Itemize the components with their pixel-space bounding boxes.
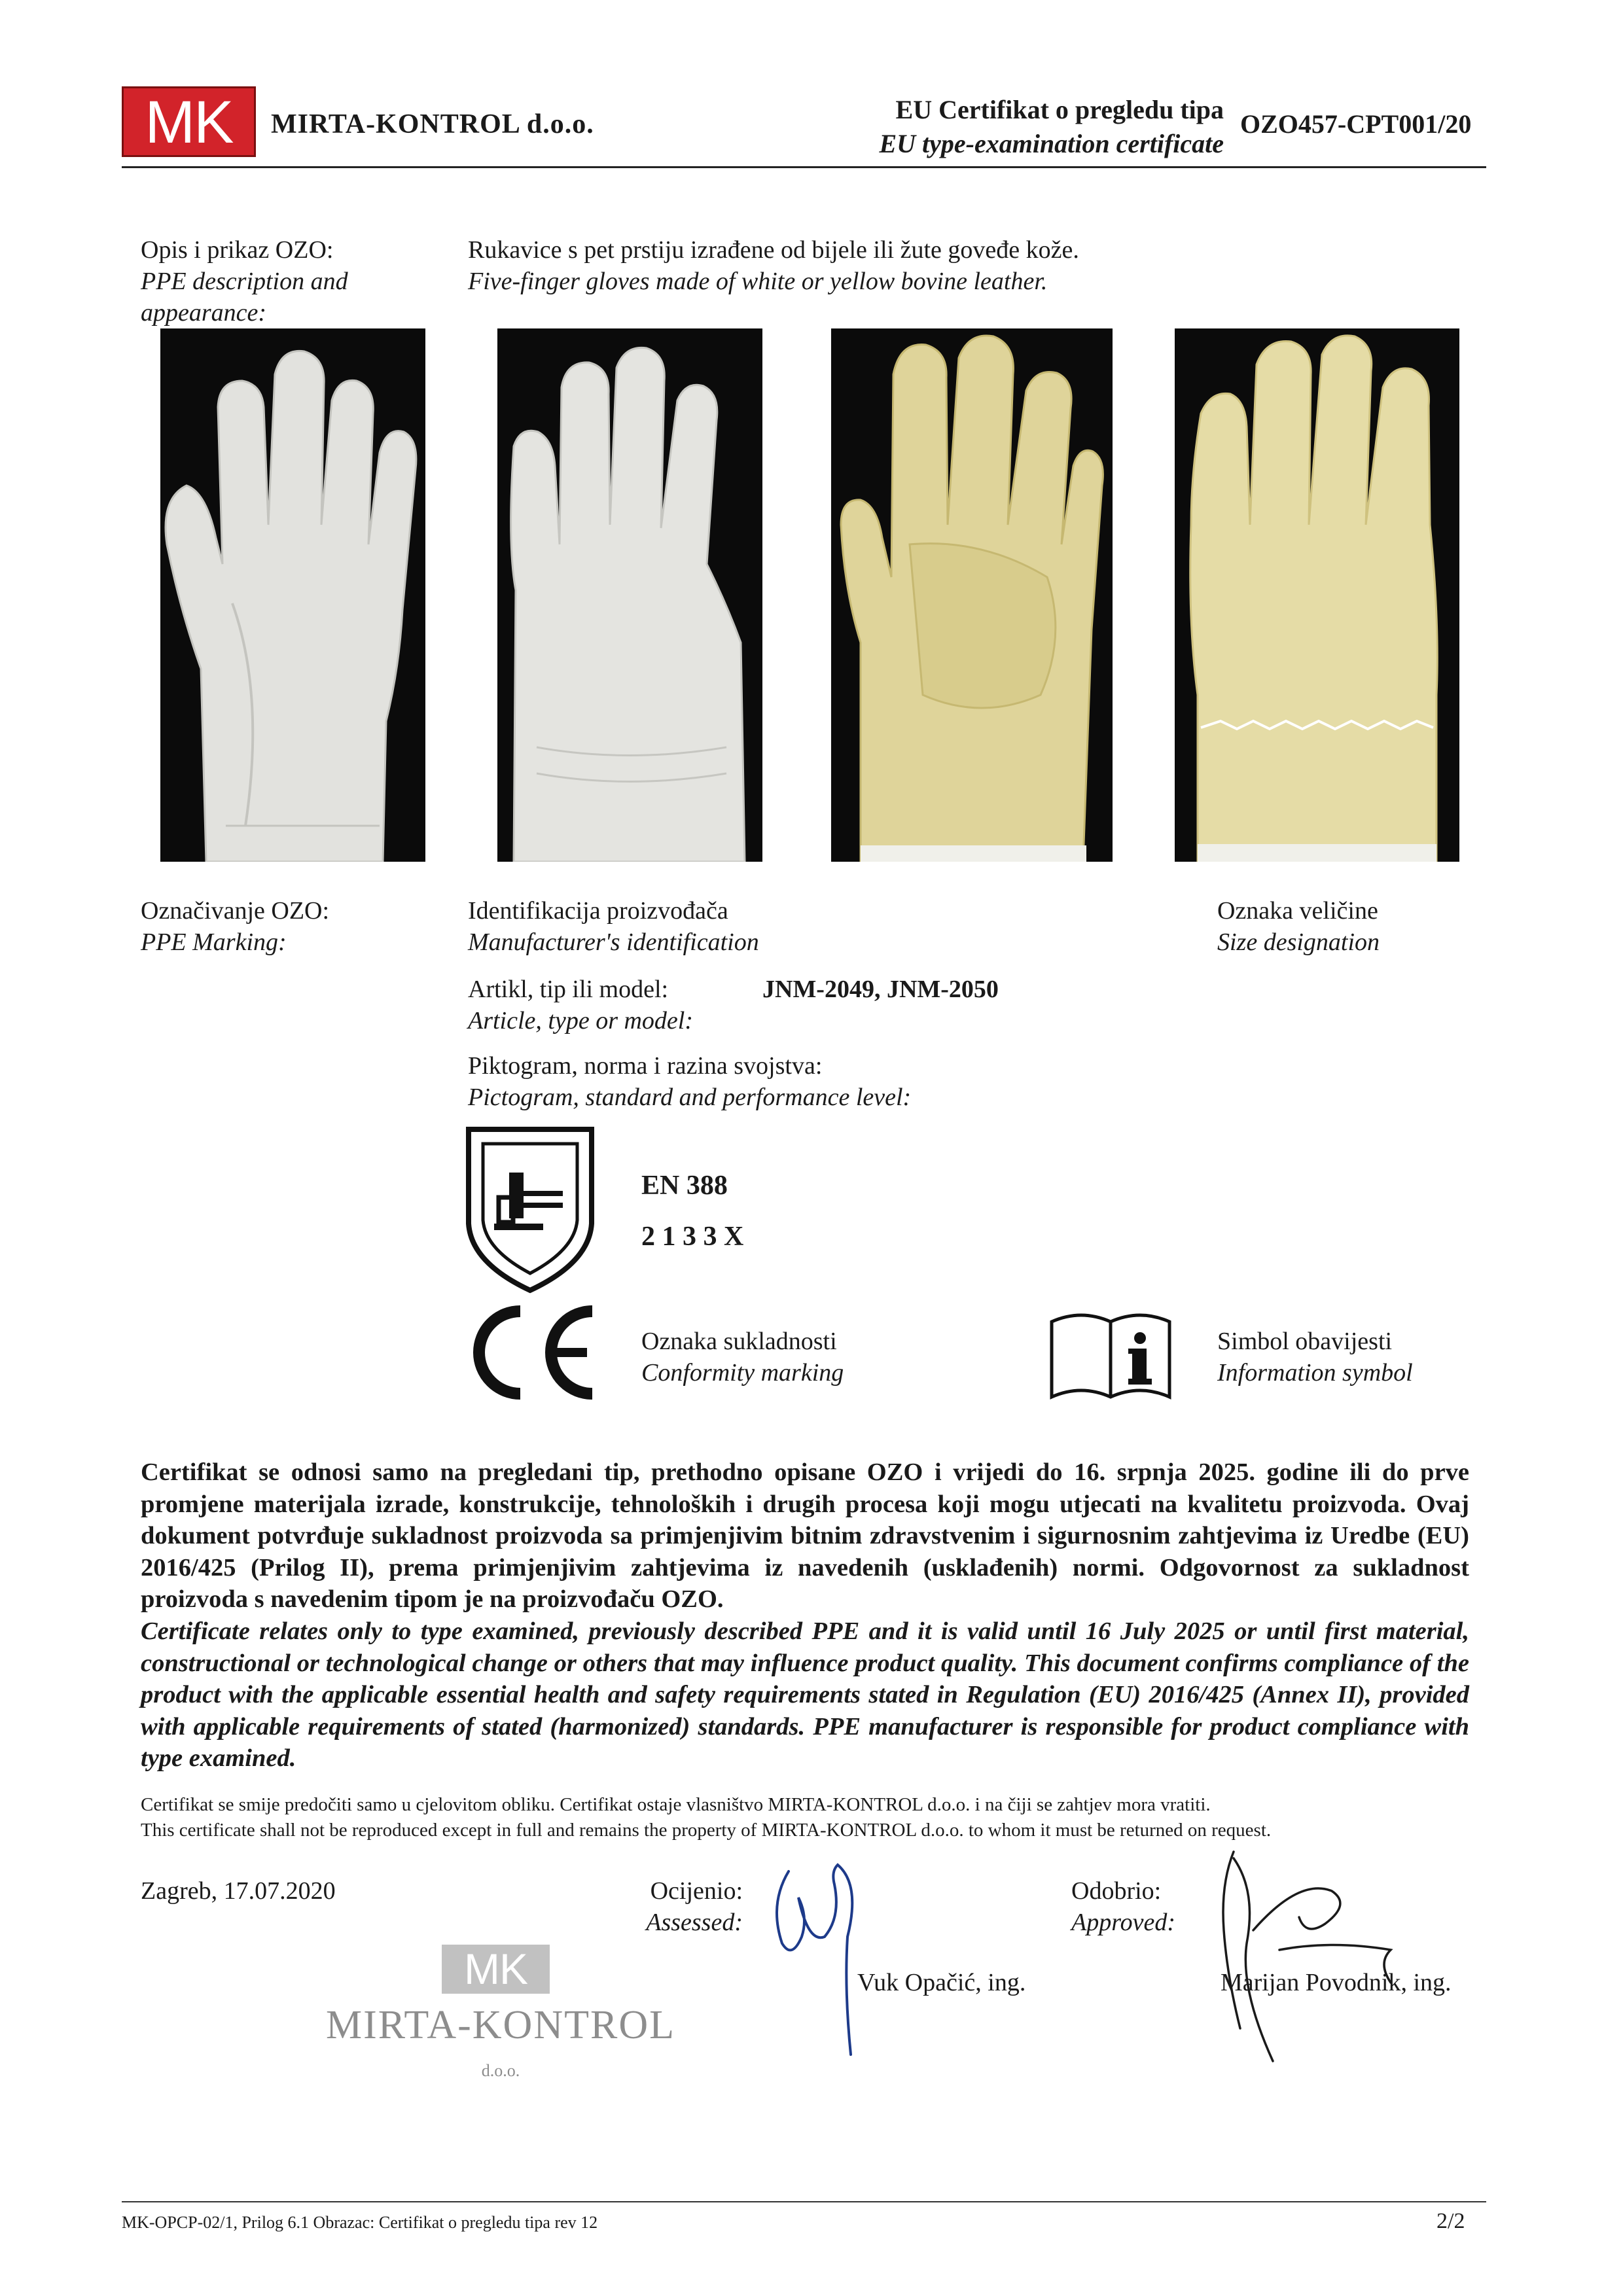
header-divider [122,166,1486,168]
pictogram-label [468,1050,911,1113]
marking-label [141,895,329,958]
page-number: 2/2 [1436,2209,1465,2233]
ce-mark-icon [461,1303,602,1402]
approver-name: Marijan Povodnik, ing. [1221,1969,1452,1996]
glove-photo-white-palm [160,328,425,862]
description-text-hr: Rukavice s pet prstiju izrađene od bijele ili žute goveđe kože. [468,236,1079,264]
certificate-statement-en: Certificate relates only to type examined, previously described PPE and it is valid until 16 July 2025 or until first material, constructional or technological change or others that may influence product quality. This document confirms compliance of the product with the applicable essential health and safety requirements stated in Regulation (EU) 2016/425 (Annex II), provided with applicable requirements of stated (harmonized) standards. PPE manufacturer is responsible for product compliance with type examined. [141,1617,1469,1772]
assessed-label-hr: Ocijenio: [650,1877,743,1905]
information-book-icon [1048,1305,1173,1400]
conformity-marking [641,1326,844,1388]
information-symbol-hr: Simbol obavijesti [1217,1328,1393,1355]
article-label [468,974,693,1036]
description-text-en: Five-finger gloves made of white or yellow bovine leather. [468,268,1048,295]
pictogram-label-en: Pictogram, standard and performance level: [468,1084,912,1111]
approved-label-hr: Odobrio: [1071,1877,1162,1905]
glove-photo-yellow-palm [831,328,1113,862]
description-text [468,234,1079,297]
assessed-label-en: Assessed: [646,1909,743,1936]
conformity-marking-hr: Oznaka sukladnosti [641,1328,837,1355]
place-date: Zagreb, 17.07.2020 [141,1877,336,1905]
footer-divider [122,2201,1486,2202]
mechanical-risk-shield-icon [465,1125,596,1294]
glove-photo-yellow-back [1175,328,1459,862]
marking-label-en: PPE Marking: [141,928,287,956]
size-designation-en: Size designation [1217,928,1380,956]
approved-label-en: Approved: [1071,1909,1175,1936]
certificate-statement-hr: Certifikat se odnosi samo na pregledani tip, prethodno opisane OZO i vrijedi do 16. srpnja 2025. godine ili do prve promjene materijala izrade, konstrukcije, tehnoloških i drugih procesa koji mogu utjecati na kvalitetu proizvoda. Ovaj dokument potvrđuje sukladnost proizvoda sa primjenjivim bitnim zdravstvenim i sigurnosnim zahtjevima iz Uredbe (EU) 2016/425 (Prilog II), prema primjenjivim zahtjevima iz navedenih (usklađenih) normi. Odgovornost za sukladnost proizvoda s navedenim tipom je na proizvođaču OZO. [141,1458,1469,1613]
information-symbol [1217,1326,1413,1388]
stamp-logo-text: MK [464,1945,527,1993]
standard-name: EN 388 [641,1171,728,1201]
manufacturer-id-en: Manufacturer's identification [468,928,759,956]
certificate-title-hr: EU Certifikat o pregledu tipa [895,95,1224,124]
description-label-en-1: PPE description and [141,268,348,295]
certificate-title [857,93,1224,161]
information-symbol-en: Information symbol [1217,1359,1413,1386]
approver-signature [1194,1832,1456,2068]
performance-level: 2 1 3 3 X [641,1222,744,1252]
stamp-company-name: MIRTA-KONTROL [326,2003,675,2047]
form-reference: MK-OPCP-02/1, Prilog 6.1 Obrazac: Certifikat o pregledu tipa rev 12 [122,2213,598,2232]
conformity-marking-en: Conformity marking [641,1359,844,1386]
mk-logo [122,86,256,157]
stamp-company-suffix: d.o.o. [481,2061,520,2080]
notice-hr: Certifikat se smije predočiti samo u cjelovitom obliku. Certifikat ostaje vlasništvo MIRTA-KONTROL d.o.o. i na čiji se zahtjev mora vratiti. [141,1794,1211,1815]
notice-en: This certificate shall not be reproduced except in full and remains the property of MIRTA-KONTROL d.o.o. to whom it must be returned on request. [141,1820,1272,1841]
manufacturer-identification [468,895,759,958]
size-designation [1217,895,1380,958]
glove-photo-white-back [497,328,762,862]
manufacturer-id-hr: Identifikacija proizvođača [468,897,728,925]
certificate-number: OZO457-CPT001/20 [1240,109,1472,139]
size-designation-hr: Oznaka veličine [1217,897,1378,925]
pictogram-label-hr: Piktogram, norma i razina svojstva: [468,1052,823,1080]
assessor-name: Vuk Opačić, ing. [857,1969,1026,1996]
marking-label-hr: Označivanje OZO: [141,897,330,925]
article-label-en: Article, type or model: [468,1007,694,1034]
logo-text: MK [145,89,233,156]
approved-label [1071,1875,1175,1938]
stamp-logo [442,1945,550,1994]
certificate-title-en: EU type-examination certificate [879,129,1224,158]
assessor-signature [762,1845,880,2061]
description-label-hr: Opis i prikaz OZO: [141,236,334,264]
company-name: MIRTA-KONTROL d.o.o. [271,109,594,139]
assessed-label [638,1875,743,1938]
article-label-hr: Artikl, tip ili model: [468,976,669,1003]
description-label [141,234,348,328]
description-label-en-2: appearance: [141,299,267,327]
article-value: JNM-2049, JNM-2050 [762,976,999,1003]
